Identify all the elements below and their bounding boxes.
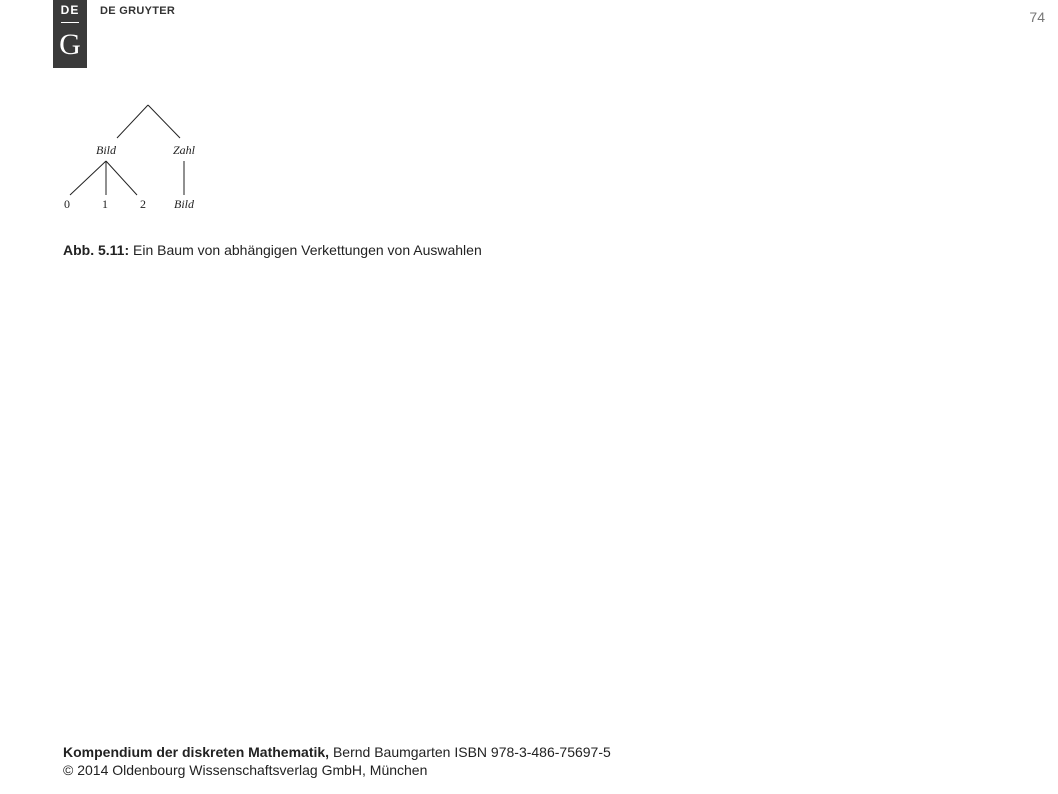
tree-edge-bild-0 [70,161,106,195]
tree-edge-root-zahl [148,105,180,138]
caption-text: Ein Baum von abhängigen Verkettungen von Auswahlen [133,242,482,258]
tree-figure [55,98,215,218]
tree-leaf-bild: Bild [174,197,194,211]
logo-text-g: G [59,28,81,61]
tree-diagram [55,98,215,218]
caption-label: Abb. 5.11: [63,242,130,258]
page-footer [63,743,611,779]
figure-caption [63,242,482,258]
tree-leaf-1: 1 [102,197,108,211]
page-number: 74 [1029,9,1045,25]
footer-citation-line [63,743,611,761]
tree-leaf-0: 0 [64,197,70,211]
footer-copyright: © 2014 Oldenbourg Wissenschaftsverlag GmbH, München [63,762,428,778]
footer-book-title: Kompendium der diskreten Mathematik, [63,744,330,760]
publisher-name: DE GRUYTER [100,5,176,17]
tree-node-bild: Bild [96,143,116,157]
publisher-logo [53,0,87,68]
logo-divider [61,22,79,23]
tree-edge-bild-2 [106,161,137,195]
footer-book-info: Bernd Baumgarten ISBN 978-3-486-75697-5 [332,744,611,760]
tree-edge-root-bild [117,105,148,138]
tree-node-zahl: Zahl [172,143,196,157]
tree-leaf-2: 2 [140,197,146,211]
logo-text-de: DE [60,3,80,17]
